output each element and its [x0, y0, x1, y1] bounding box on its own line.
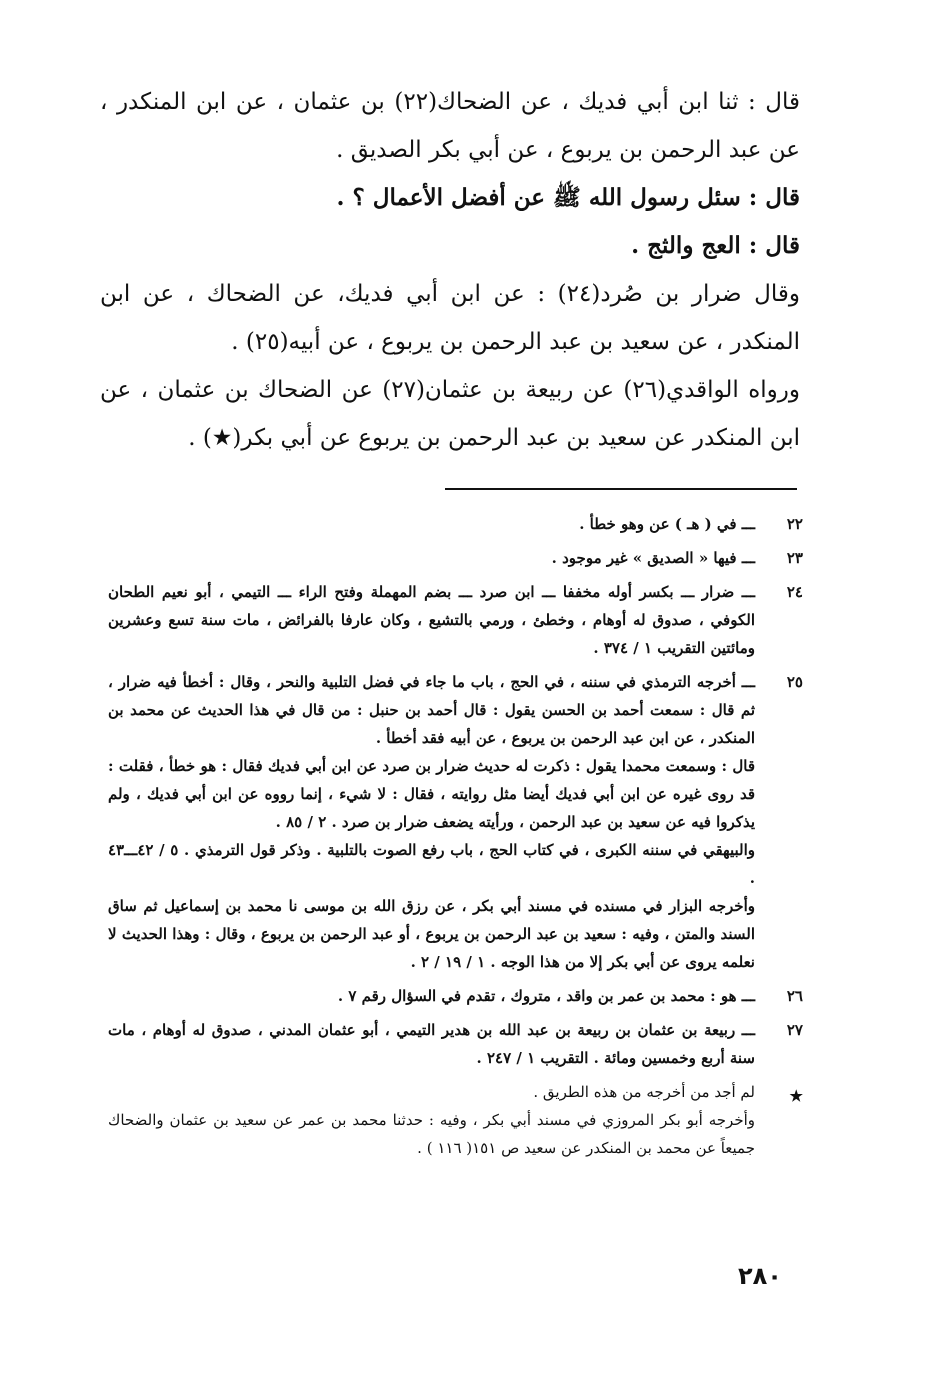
footnote-text: ـــ في ( هـ ) عن وهو خطأ .	[579, 515, 755, 533]
main-paragraph: ورواه الواقدي(٢٦) عن ربيعة بن عثمان(٢٧) عن الضحاك بن عثمان ، عن ابن المنكدر عن سعيد بن عبد الرحمن بن يربوع عن أبي بكر(★) .	[100, 377, 800, 451]
footnote-number: ٢٤	[786, 583, 803, 601]
main-text	[100, 78, 800, 462]
footnote	[108, 1016, 803, 1072]
main-paragraph: وقال ضرار بن صُرد(٢٤) : عن ابن أبي فديك، عن الضحاك ، عن ابن المنكدر ، عن سعيد بن عبد الرحمن بن يربوع ، عن أبيه(٢٥) .	[100, 281, 800, 355]
footnote-number: ٢٣	[786, 549, 803, 567]
page-number: ٢٨٠	[738, 1262, 782, 1290]
footnote-separator	[445, 488, 797, 490]
footnote-number: ٢٥	[786, 673, 803, 691]
footnote-text: ـــ ربيعة بن عثمان بن ربيعة بن عبد الله بن هدير التيمي ، أبو عثمان المدني ، صدوق له أوهام ، مات سنة أربع وخمسين ومائة . التقريب ١ / ٢٤٧ .	[108, 1021, 755, 1067]
main-paragraph: قال : ثنا ابن أبي فديك ، عن الضحاك(٢٢) بن عثمان ، عن ابن المنكدر ، عن عبد الرحمن بن يربوع ، عن أبي بكر الصديق .	[100, 89, 800, 163]
footnote	[108, 510, 803, 538]
footnote-text: وأخرجه أبو بكر المروزي في مسند أبي بكر ، وفيه : حدثنا محمد بن عمر عن سعيد بن عثمان والضحاك جميعاً عن محمد بن المنكدر عن سعيد ص ١٥١( ١١٦ ) .	[108, 1111, 755, 1157]
main-paragraph: قال : سئل رسول الله ﷺ عن أفضل الأعمال ؟ .	[336, 184, 800, 211]
footnote-number: ٢٢	[786, 515, 803, 533]
footnote-text: ـــ أخرجه الترمذي في سننه ، في الحج ، باب ما جاء في فضل التلبية والنحر ، وقال : أخطأ فيه ضرار ، ثم قال : سمعت أحمد بن الحسن يقول : قال أحمد بن حنبل : من قال في هذا الحديث عن محمد بن المنكدر ، عن ابن عبد الرحمن بن يربوع ، عن أبيه فقد أخطأ .	[108, 673, 755, 747]
footnote-number: ٢٦	[786, 987, 803, 1005]
footnote-text: ـــ فيها « الصديق » غير موجود .	[551, 549, 755, 567]
footnote-text: ـــ هو : محمد بن عمر بن واقد ، متروك ، تقدم في السؤال رقم ٧ .	[337, 987, 755, 1005]
footnote-text: وأخرجه البزار في مسنده في مسند أبي بكر ، عن رزق الله بن موسى نا محمد بن إسماعيل ثم ساق السند والمتن ، وفيه : سعيد بن عبد الرحمن بن يربوع ، أو عبد الرحمن بن يربوع ، وقال : وهذا الحديث لا نعلمه يروى عن أبي بكر إلا من هذا الوجه . ١ / ١٩ / ٢ .	[108, 897, 755, 971]
footnote	[108, 544, 803, 572]
footnote	[108, 1078, 803, 1162]
footnote-number: ★	[789, 1087, 803, 1105]
footnote-text: والبيهقي في سننه الكبرى ، في كتاب الحج ، باب رفع الصوت بالتلبية . وذكر قول الترمذي . ٥ / ٤٢ـــ٤٣ .	[108, 841, 755, 887]
footnote	[108, 982, 803, 1010]
main-paragraph: قال : العج والثج .	[631, 232, 800, 259]
footnote-text: لم أجد من أخرجه من هذه الطريق .	[533, 1083, 755, 1101]
footnote	[108, 578, 803, 662]
footnote-number: ٢٧	[786, 1021, 803, 1039]
footnote-text: قال : وسمعت محمدا يقول : ذكرت له حديث ضرار بن صرد عن ابن أبي فديك فقال : هو خطأ ، فقلت : قد روى غيره عن ابن أبي فديك أيضا مثل روايته ، فقال : لا شيء ، إنما رووه عن ابن أبي فديك ، ولم يذكروا فيه عن سعيد بن عبد الرحمن ، ورأيته يضعف ضرار بن صرد . ٢ / ٨٥ .	[108, 757, 755, 831]
footnote-text: ـــ ضرار ـــ بكسر أوله مخففا ـــ ابن صرد ـــ بضم المهملة وفتح الراء ـــ التيمي ، أبو نعيم الطحان الكوفي ، صدوق له أوهام ، وخطئ ، ورمي بالتشيع ، وكان عارفا بالفرائض ، مات سنة تسع وعشرين ومائتين التقريب ١ / ٣٧٤ .	[108, 583, 755, 657]
footnote	[108, 668, 803, 976]
footnotes	[108, 510, 803, 1168]
